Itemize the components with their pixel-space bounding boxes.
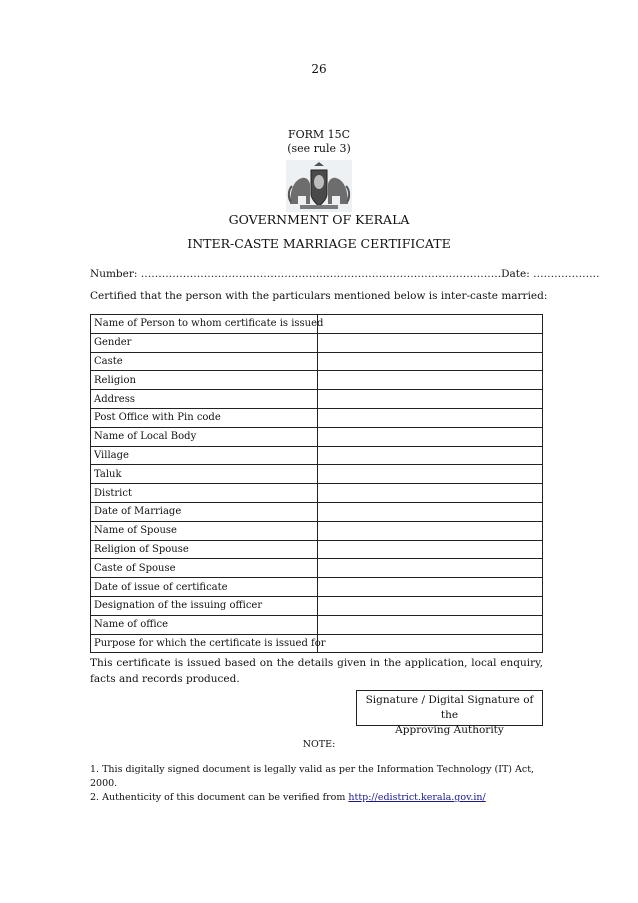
table-row bbox=[91, 352, 543, 371]
table-row bbox=[91, 559, 543, 578]
page-number: 26 bbox=[311, 62, 327, 76]
field-value bbox=[318, 371, 543, 390]
field-value bbox=[318, 427, 543, 446]
form-name: FORM 15C bbox=[287, 128, 351, 141]
field-value bbox=[318, 615, 543, 634]
field-label: Purpose for which the certificate is issued for bbox=[91, 634, 318, 653]
field-label: Name of Local Body bbox=[91, 427, 318, 446]
note-heading: NOTE: bbox=[302, 739, 336, 750]
signature-line-1: Signature / Digital Signature of the bbox=[365, 694, 534, 721]
field-value bbox=[318, 596, 543, 615]
issued-statement: This certificate is issued based on the details given in the application, local enquiry, facts and records produced. bbox=[90, 657, 543, 685]
table-row bbox=[91, 465, 543, 484]
field-label: Post Office with Pin code bbox=[91, 408, 318, 427]
table-row bbox=[91, 333, 543, 352]
kerala-emblem-icon bbox=[286, 160, 352, 212]
signature-box bbox=[356, 690, 543, 736]
table-row bbox=[91, 521, 543, 540]
certificate-title: INTER-CASTE MARRIAGE CERTIFICATE bbox=[187, 236, 451, 251]
table-row bbox=[91, 578, 543, 597]
note-list bbox=[90, 763, 550, 805]
particulars-table bbox=[90, 314, 543, 653]
field-value bbox=[318, 540, 543, 559]
certified-statement: Certified that the person with the particulars mentioned below is inter-caste married: bbox=[90, 290, 548, 302]
note-item-1: 1. This digitally signed document is legally valid as per the Information Technology (IT) Act, 2000. bbox=[90, 764, 535, 789]
table-row bbox=[91, 502, 543, 521]
table-row bbox=[91, 371, 543, 390]
table-row bbox=[91, 615, 543, 634]
certificate-date-field: Date: ………………. bbox=[501, 268, 600, 280]
number-date-line bbox=[90, 268, 600, 280]
field-label: District bbox=[91, 484, 318, 503]
field-label: Date of Marriage bbox=[91, 502, 318, 521]
field-label: Date of issue of certificate bbox=[91, 578, 318, 597]
field-label: Village bbox=[91, 446, 318, 465]
field-value bbox=[318, 465, 543, 484]
field-label: Caste of Spouse bbox=[91, 559, 318, 578]
field-value bbox=[318, 521, 543, 540]
field-value bbox=[318, 559, 543, 578]
field-label: Name of office bbox=[91, 615, 318, 634]
field-value bbox=[318, 408, 543, 427]
field-value bbox=[318, 315, 543, 334]
field-label: Name of Person to whom certificate is issued bbox=[91, 315, 318, 334]
table-row bbox=[91, 484, 543, 503]
field-label: Address bbox=[91, 390, 318, 409]
field-value bbox=[318, 634, 543, 653]
field-label: Religion bbox=[91, 371, 318, 390]
field-label: Gender bbox=[91, 333, 318, 352]
field-value bbox=[318, 578, 543, 597]
field-label: Religion of Spouse bbox=[91, 540, 318, 559]
table-row bbox=[91, 315, 543, 334]
form-rule: (see rule 3) bbox=[287, 142, 351, 155]
table-row bbox=[91, 596, 543, 615]
table-row bbox=[91, 634, 543, 653]
field-value bbox=[318, 484, 543, 503]
signature-line-2: Approving Authority bbox=[395, 724, 504, 736]
field-value bbox=[318, 352, 543, 371]
field-value bbox=[318, 446, 543, 465]
field-label: Caste bbox=[91, 352, 318, 371]
field-label: Name of Spouse bbox=[91, 521, 318, 540]
field-value bbox=[318, 390, 543, 409]
field-label: Designation of the issuing officer bbox=[91, 596, 318, 615]
certificate-number-field: Number: …………………………………………………………………………………………. bbox=[90, 268, 502, 280]
edistrict-link[interactable]: http://edistrict.kerala.gov.in/ bbox=[348, 792, 486, 803]
table-row bbox=[91, 427, 543, 446]
note-item-2-text: 2. Authenticity of this document can be verified from bbox=[90, 792, 349, 803]
table-row bbox=[91, 390, 543, 409]
field-label: Taluk bbox=[91, 465, 318, 484]
government-title: GOVERNMENT OF KERALA bbox=[228, 212, 410, 227]
table-row bbox=[91, 446, 543, 465]
table-row bbox=[91, 540, 543, 559]
field-value bbox=[318, 333, 543, 352]
note-item-2 bbox=[90, 791, 550, 805]
field-value bbox=[318, 502, 543, 521]
table-row bbox=[91, 408, 543, 427]
form-header bbox=[0, 128, 638, 156]
